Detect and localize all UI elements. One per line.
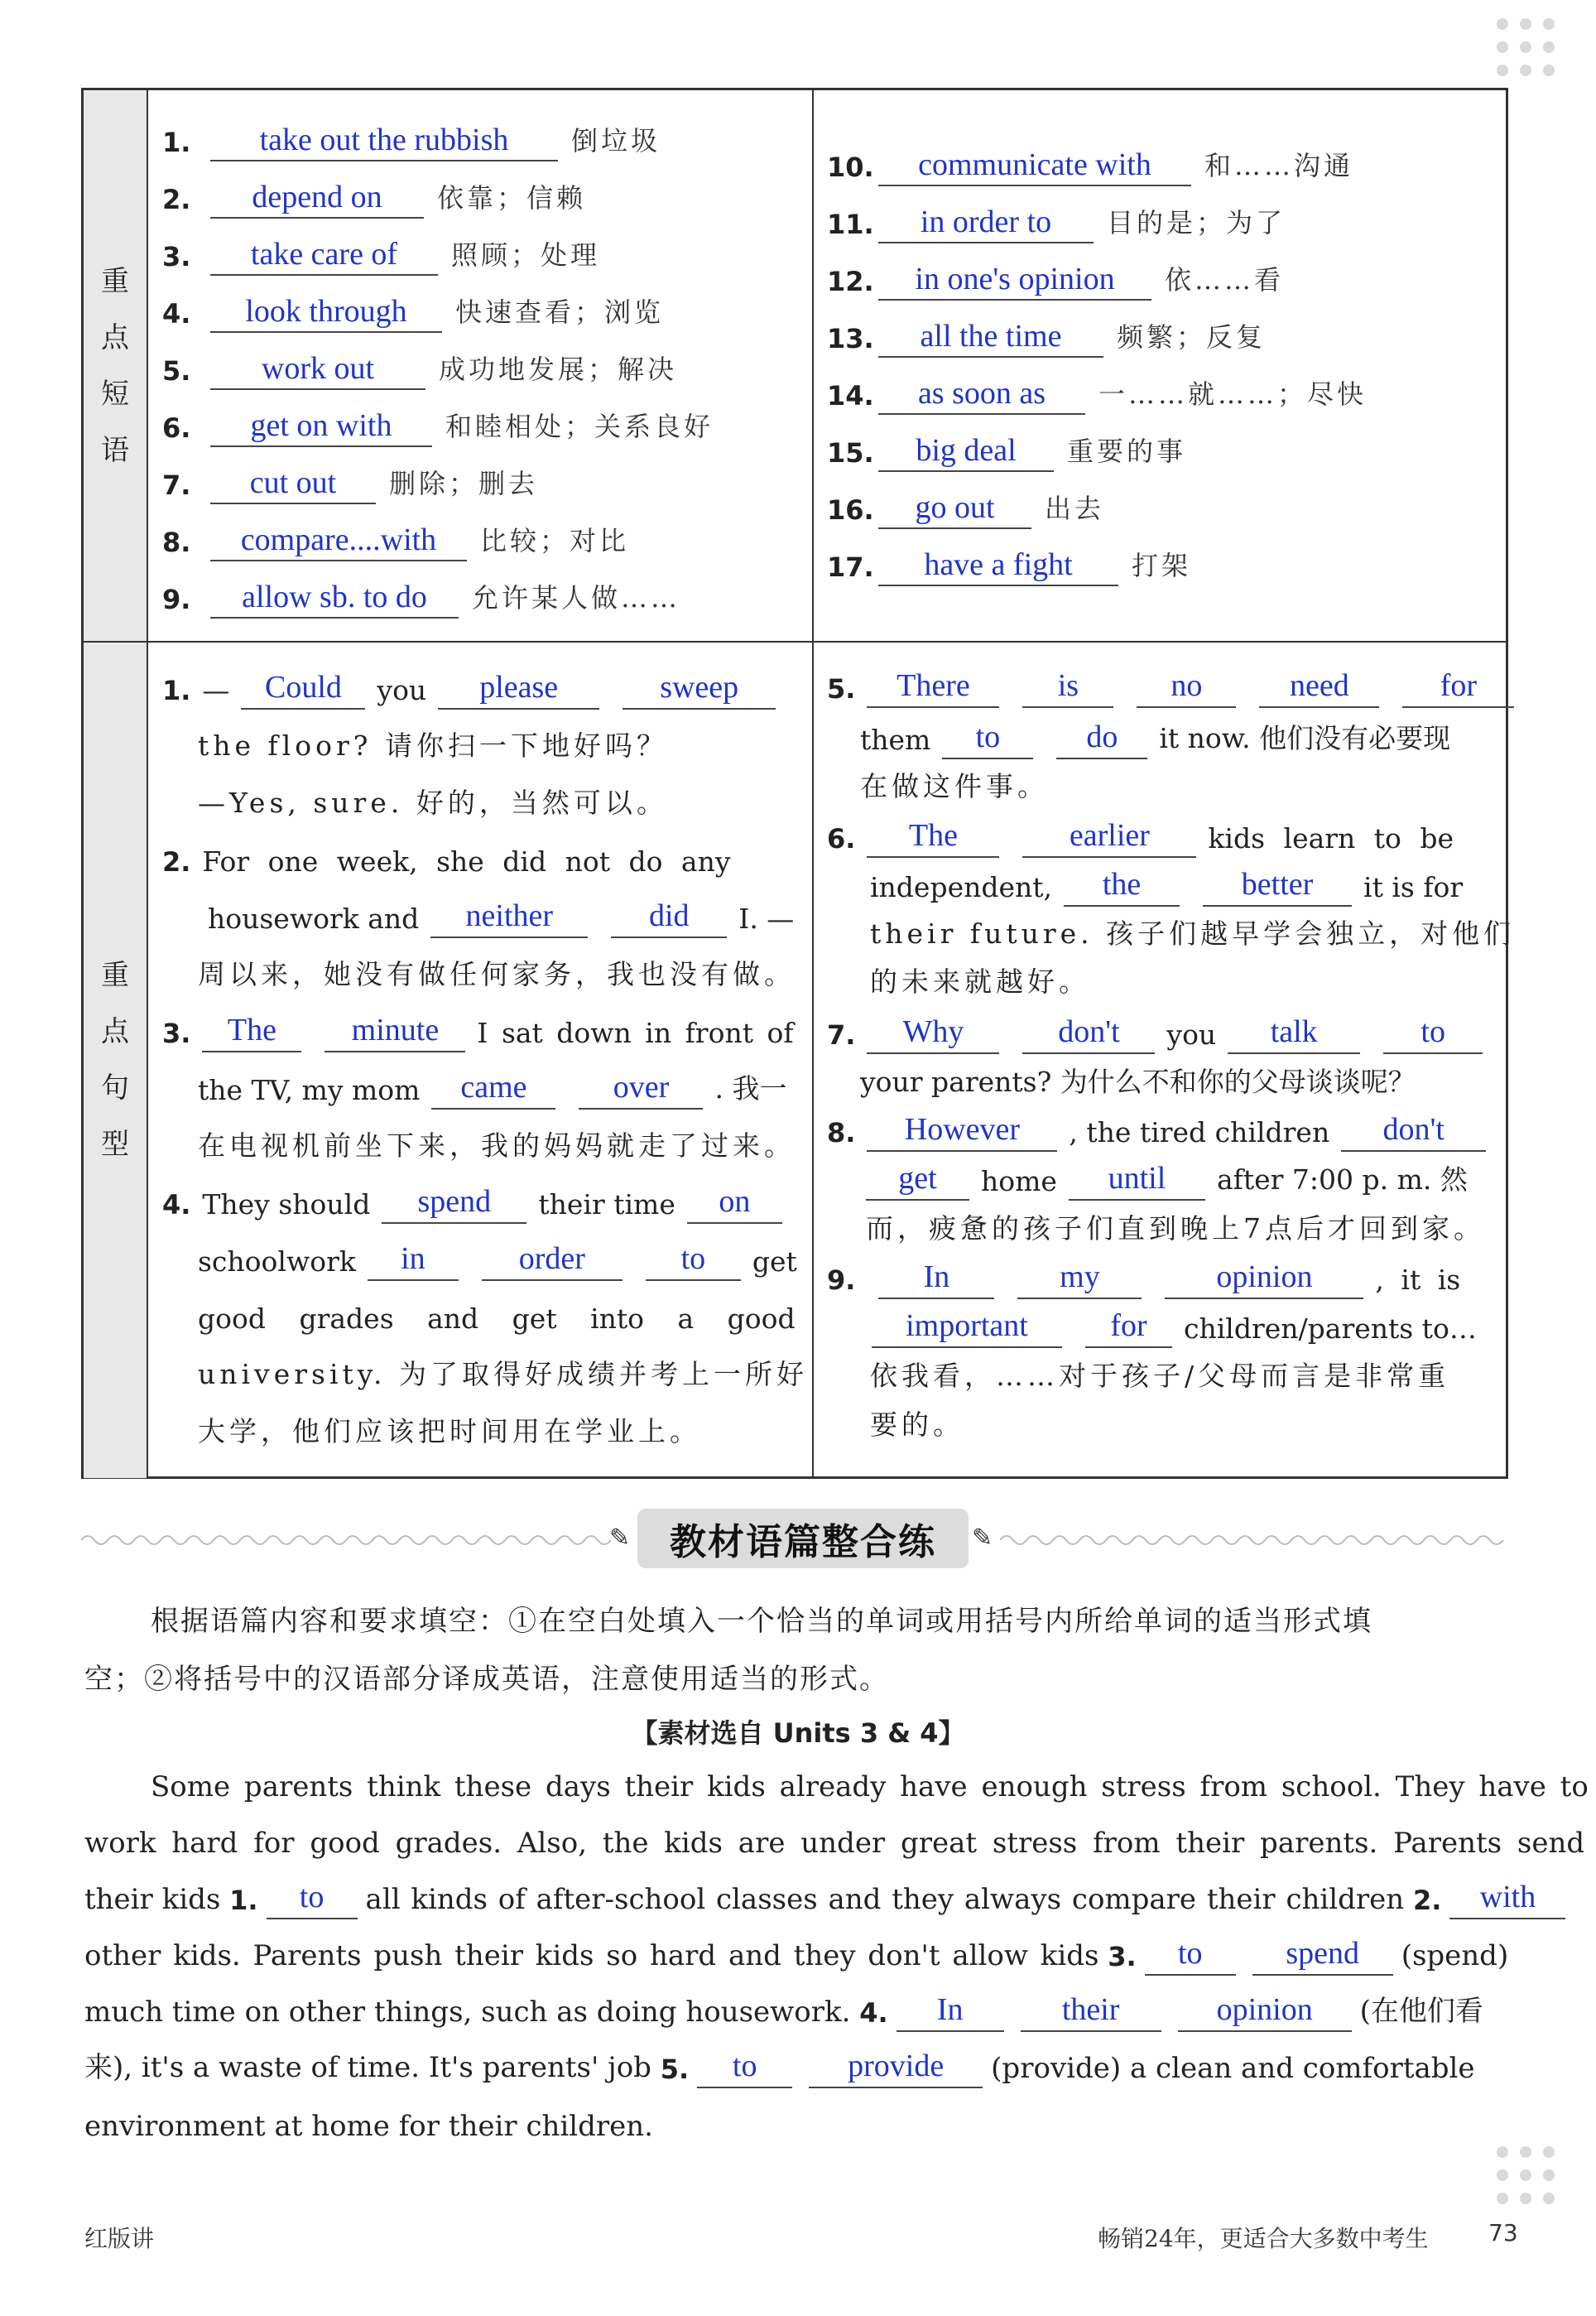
blank-number: 5. [660, 2054, 690, 2085]
phrases-row-label [84, 90, 148, 641]
blank-number: 3. [1108, 1941, 1137, 1972]
item-number: 14. [827, 380, 874, 412]
sentence-text: after 7:00 p. m. 然 [1216, 1163, 1468, 1196]
sentence-line [162, 998, 794, 1052]
sentence-text: university. 为了取得好成绩并考上一所好 [198, 1358, 808, 1390]
answer-blank: provide [809, 2045, 983, 2088]
item-number: 3. [162, 241, 191, 272]
sentence-text: They should [202, 1188, 371, 1221]
sentence-text: the floor? 请你扫一下地好吗？ [198, 729, 668, 762]
item-number: 2. [162, 184, 191, 215]
answer-blank: over [579, 1067, 703, 1110]
row-divider [84, 641, 1506, 643]
sentence-text: good grades and get into a good [198, 1302, 796, 1335]
sentence-line [827, 1097, 1497, 1152]
footer-right: 畅销24年，更适合大多数中考生 [1098, 2225, 1429, 2252]
phrase-item [827, 189, 1286, 243]
answer-blank: The [867, 815, 999, 858]
sentences-row-label [84, 641, 148, 1478]
answer-blank: look through [210, 291, 442, 333]
sentence-line [827, 653, 1526, 708]
sentence-text: home [981, 1165, 1057, 1197]
answer-blank: with [1449, 1876, 1565, 1919]
sentence-text: schoolwork [198, 1245, 356, 1278]
sentence-text: them [860, 724, 931, 756]
item-number: 15. [827, 437, 874, 469]
instructions-line: 根据语篇内容和要求填空：①在空白处填入一个恰当的单词或用括号内所给单词的适当形式填 [151, 1605, 1372, 1638]
item-number: 7. [162, 469, 191, 501]
item-number: 9. [162, 584, 191, 615]
answer-blank: sweep [623, 667, 776, 710]
item-number: 5. [827, 673, 856, 705]
answer-blank: have a fight [878, 545, 1118, 586]
chinese-meaning: 比较；对比 [480, 525, 630, 556]
answer-blank: depend on [210, 177, 424, 219]
chinese-meaning: 和……沟通 [1204, 150, 1354, 181]
passage-text: (provide) a clean and comfortable [991, 2052, 1475, 2085]
answer-blank: as soon as [878, 373, 1085, 415]
answer-blank: take out the rubbish [210, 120, 558, 161]
sentence-line [198, 1398, 701, 1452]
sentence-text: I. — [738, 903, 795, 935]
answer-blank: In [878, 1256, 994, 1299]
sentence-text: get [752, 1245, 797, 1278]
item-number: 13. [827, 323, 874, 354]
phrase-item [827, 474, 1104, 529]
passage-line [84, 2039, 1475, 2088]
phrase-item [162, 564, 680, 619]
answer-blank: minute [324, 1009, 465, 1052]
sentence-line [827, 999, 1494, 1054]
sentence-line [870, 900, 1515, 955]
sentence-text: you [377, 674, 427, 706]
answer-blank: opinion [1165, 1256, 1363, 1299]
sentence-line [866, 1195, 1485, 1249]
answer-blank: my [1017, 1256, 1142, 1299]
sentence-text: For one week, she did not do any [202, 845, 731, 878]
passage-line: work hard for good grades. Also, the kids are under great stress from their parents. Parents send [84, 1827, 1585, 1860]
sentence-text: 在电视机前坐下来，我的妈妈就走了过来。 [198, 1129, 796, 1162]
item-number: 9. [827, 1264, 856, 1296]
item-number: 5. [162, 355, 191, 387]
label-char: 短 [101, 377, 129, 411]
sentence-line [198, 1055, 786, 1110]
item-number: 6. [827, 823, 856, 855]
answer-blank: earlier [1022, 815, 1196, 858]
sentence-text: 周以来，她没有做任何家务，我也没有做。 [198, 958, 796, 990]
chinese-meaning: 重要的事 [1067, 436, 1187, 467]
phrase-item [162, 107, 661, 161]
item-number: 1. [162, 127, 191, 158]
passage-line [84, 1926, 1508, 1976]
sentence-text: it is for [1363, 871, 1464, 903]
sentence-line [162, 826, 731, 881]
answer-blank: take care of [210, 234, 438, 276]
phrase-item [162, 507, 629, 561]
column-divider [812, 90, 814, 1476]
passage-text: much time on other things, such as doing housework. [84, 1996, 851, 2029]
answer-blank: for [1085, 1305, 1172, 1348]
sentence-text: I sat down in front of [477, 1017, 794, 1049]
answer-blank: in [368, 1238, 459, 1281]
sentence-line [208, 884, 794, 938]
item-number: 4. [162, 1189, 191, 1221]
answer-blank: get on with [210, 406, 432, 447]
sentence-line [860, 705, 1450, 759]
answer-blank: please [438, 667, 599, 710]
passage-text: all kinds of after-school classes and they always compare their children [365, 1883, 1405, 1916]
answer-blank: cut out [210, 463, 376, 504]
answer-blank: Could [241, 667, 365, 710]
item-number: 16. [827, 494, 874, 526]
answer-blank: The [202, 1009, 301, 1052]
passage-text: other kids. Parents push their kids so hard and they don't allow kids [84, 1939, 1099, 1972]
answer-blank: do [1056, 716, 1147, 759]
sentence-text: your parents? 为什么不和你的父母谈谈呢？ [860, 1066, 1416, 1098]
sentence-line [198, 1341, 808, 1395]
sentence-line [198, 1226, 797, 1281]
item-number: 11. [827, 209, 874, 240]
sentence-text: housework and [208, 903, 420, 935]
sentence-line [162, 1169, 794, 1224]
chinese-meaning: 照顾；处理 [451, 239, 601, 271]
chinese-meaning: 和睦相处；关系良好 [445, 411, 714, 442]
wave-decoration [1000, 1532, 1508, 1548]
phrase-item [827, 132, 1353, 186]
page-number: 73 [1488, 2219, 1518, 2246]
answer-blank: neither [430, 895, 588, 938]
passage-line [84, 1870, 1574, 1919]
answer-blank: to [942, 716, 1033, 759]
sentence-line [198, 769, 668, 824]
sentence-text: , it is [1375, 1264, 1461, 1296]
wave-decoration [81, 1532, 611, 1548]
sentence-text: their future. 孩子们越早学会独立，对他们 [870, 917, 1516, 950]
chinese-meaning: 成功地发展；解决 [439, 354, 678, 385]
item-number: 1. [162, 675, 191, 706]
sentence-line [866, 1146, 1468, 1201]
item-number: 4. [162, 298, 191, 330]
phrase-item [827, 303, 1266, 358]
item-number: 12. [827, 266, 874, 297]
passage-text: 来), it's a waste of time. It's parents' job [84, 2051, 651, 2084]
sentence-line [827, 1245, 1460, 1299]
item-number: 8. [162, 527, 191, 558]
answer-blank: their [1021, 1989, 1161, 2032]
label-char: 句 [101, 1071, 129, 1105]
section-banner [81, 1507, 1508, 1573]
sentence-line [870, 852, 1463, 907]
passage-text: (在他们看 [1359, 1995, 1483, 2028]
phrase-item [162, 335, 677, 390]
sentence-line [198, 1112, 796, 1167]
item-number: 6. [162, 412, 191, 444]
sentence-text: independent, [870, 871, 1053, 903]
corner-dots-bottom [1497, 2146, 1555, 2204]
chinese-meaning: 打架 [1132, 550, 1192, 581]
source-note: 【素材选自 Units 3 & 4】 [631, 1717, 965, 1749]
sentence-text: . 我一 [714, 1072, 787, 1105]
phrase-item [827, 246, 1284, 301]
sentence-line [162, 655, 787, 710]
answer-blank: need [1259, 665, 1379, 708]
passage-text: (spend) [1401, 1939, 1509, 1972]
answer-blank: go out [878, 488, 1031, 529]
phrase-item [827, 360, 1367, 415]
answer-blank: order [482, 1238, 623, 1281]
sentence-text: you [1166, 1018, 1217, 1051]
sentence-text: 的未来就越好。 [870, 965, 1090, 998]
answer-blank: to [646, 1238, 741, 1281]
answer-blank: did [611, 895, 727, 938]
corner-dots-top [1497, 18, 1555, 76]
item-number: 7. [827, 1019, 856, 1051]
blank-number: 4. [859, 1997, 888, 2029]
dash: — [202, 674, 230, 706]
sentence-line [870, 948, 1090, 1003]
answer-blank: There [867, 665, 999, 708]
answer-blank: came [431, 1067, 555, 1110]
answer-blank: all the time [878, 316, 1103, 358]
sentence-line [198, 941, 796, 995]
chinese-meaning: 快速查看；浏览 [455, 296, 665, 328]
answer-blank: in one's opinion [878, 259, 1151, 301]
sentence-line [860, 1048, 1416, 1103]
sentence-line [860, 1293, 1477, 1348]
answer-blank: for [1402, 665, 1514, 708]
item-number: 17. [827, 551, 874, 583]
blank-number: 1. [229, 1885, 258, 1916]
answer-blank: big deal [878, 431, 1054, 472]
answer-blank: In [897, 1989, 1004, 2032]
sentence-text: 在做这件事。 [860, 770, 1049, 802]
phrase-item [827, 417, 1186, 472]
sentence-text: their time [538, 1188, 675, 1221]
sentence-text: children/parents to… [1184, 1312, 1477, 1345]
answer-blank: on [687, 1181, 782, 1224]
sentence-text: —Yes, sure. 好的，当然可以。 [198, 787, 668, 819]
label-char: 点 [101, 1014, 129, 1048]
answer-blank: talk [1228, 1011, 1360, 1054]
sentence-text: kids learn to be [1208, 822, 1454, 855]
answer-blank: the [1064, 864, 1180, 907]
answer-blank: to [267, 1876, 358, 1919]
item-number: 3. [162, 1018, 191, 1049]
answer-blank: is [1022, 665, 1113, 708]
answer-blank: no [1137, 665, 1236, 708]
key-points-table [81, 88, 1516, 1479]
answer-blank: don't [1022, 1011, 1155, 1054]
answer-blank: to [1145, 1933, 1236, 1976]
answer-blank: communicate with [878, 145, 1191, 186]
answer-blank: opinion [1178, 1989, 1352, 2032]
answer-blank: in order to [878, 202, 1094, 243]
pencil-icon: ✎ [972, 1524, 993, 1553]
item-number: 2. [162, 846, 191, 878]
answer-blank: important [872, 1305, 1062, 1348]
answer-blank: spend [1252, 1933, 1393, 1976]
answer-blank: work out [210, 349, 425, 390]
phrase-item [162, 278, 664, 333]
sentence-text: 要的。 [870, 1408, 964, 1441]
passage-line: Some parents think these days their kids already have enough stress from school. They have to [151, 1770, 1589, 1803]
answer-blank: compare....with [210, 520, 467, 561]
label-char: 点 [101, 320, 129, 354]
answer-blank: to [697, 2045, 792, 2088]
answer-blank: get [866, 1158, 969, 1201]
answer-blank: better [1203, 864, 1352, 907]
answer-blank: to [1383, 1011, 1483, 1054]
phrase-item [162, 450, 538, 504]
chinese-meaning: 依靠；信赖 [437, 182, 587, 214]
phrase-item [162, 392, 714, 447]
sentence-text: 依我看，……对于孩子/父母而言是非常重 [870, 1360, 1450, 1392]
chinese-meaning: 一……就……；尽快 [1098, 378, 1368, 410]
label-char: 型 [101, 1127, 129, 1161]
label-char: 语 [101, 433, 129, 467]
chinese-meaning: 目的是；为了 [1107, 207, 1286, 238]
pencil-icon: ✎ [609, 1524, 631, 1553]
passage-line [84, 1982, 1483, 2032]
phrase-item [827, 532, 1191, 586]
sentence-line [198, 1283, 796, 1338]
sentence-line [860, 753, 1049, 807]
blank-number: 2. [1413, 1885, 1442, 1916]
section-title: 教材语篇整合练 [637, 1509, 969, 1568]
chinese-meaning: 删除；删去 [389, 468, 539, 499]
sentence-text: it now. 他们没有必要现 [1159, 722, 1451, 754]
sentence-text: 而，疲惫的孩子们直到晚上7点后才回到家。 [866, 1212, 1485, 1245]
answer-blank: However [867, 1109, 1057, 1152]
chinese-meaning: 出去 [1045, 493, 1105, 524]
passage-text: their kids [84, 1883, 221, 1916]
sentence-line [870, 1342, 1449, 1397]
answer-blank: Why [867, 1011, 999, 1054]
sentence-text: , the tired children [1069, 1116, 1330, 1148]
sentence-text: 大学，他们应该把时间用在学业上。 [198, 1415, 701, 1447]
chinese-meaning: 允许某人做…… [472, 582, 681, 614]
chinese-meaning: 频繁；反复 [1117, 321, 1267, 353]
answer-blank: allow sb. to do [210, 577, 459, 619]
item-number: 10. [827, 152, 874, 183]
item-number: 8. [827, 1117, 856, 1148]
sentence-line [198, 712, 668, 767]
chinese-meaning: 倒垃圾 [571, 125, 661, 156]
answer-blank: don't [1341, 1109, 1486, 1152]
answer-blank: until [1069, 1158, 1205, 1201]
answer-blank: spend [382, 1181, 526, 1224]
instructions-line: 空；②将括号中的汉语部分译成英语，注意使用适当的形式。 [84, 1663, 889, 1696]
sentence-text: the TV, my mom [198, 1074, 421, 1106]
sentence-line [827, 803, 1454, 858]
footer-left: 红版讲 [84, 2225, 155, 2252]
passage-line: environment at home for their children. [84, 2110, 653, 2143]
phrase-item [162, 221, 600, 276]
phrase-item [162, 164, 586, 219]
label-char: 重 [101, 264, 129, 298]
label-char: 重 [101, 958, 129, 992]
chinese-meaning: 依……看 [1165, 264, 1285, 296]
sentence-line [870, 1391, 964, 1446]
